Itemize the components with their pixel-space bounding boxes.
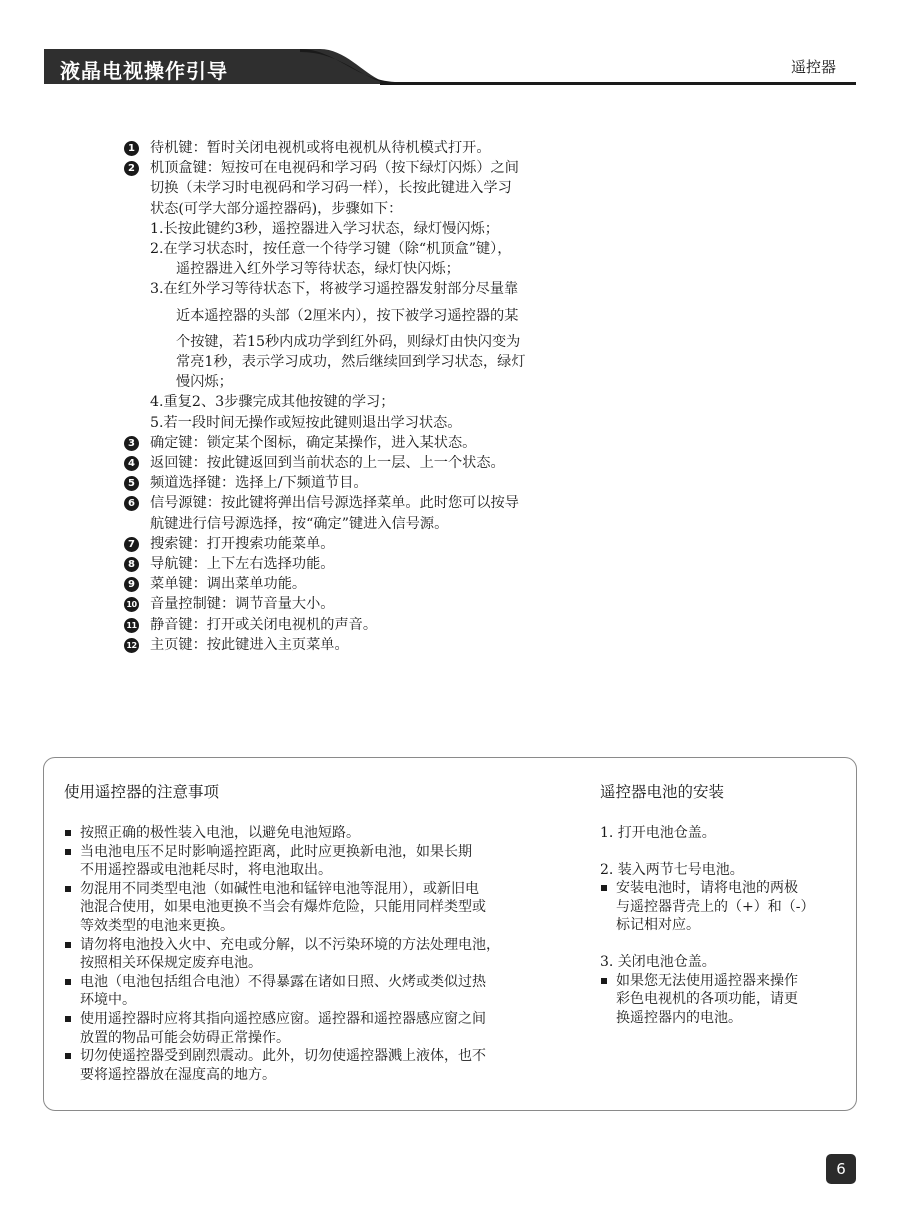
key-item-ok xyxy=(124,433,624,453)
key-text: 频道选择键：选择上/下频道节目。 xyxy=(150,475,368,492)
key-item-navigation xyxy=(124,554,624,574)
battery-title: 遥控器电池的安装 xyxy=(600,783,725,801)
number-badge: 8 xyxy=(124,557,139,572)
step-line: 近本遥控器的头部（2厘米内），按下被学习遥控器的某 xyxy=(176,307,519,324)
battery-note-text: 彩色电视机的各项功能，请更 xyxy=(616,991,798,1008)
step-line: 慢闪烁； xyxy=(176,374,233,391)
remote-precautions xyxy=(64,780,584,1084)
key-item-search xyxy=(124,534,624,554)
battery-note xyxy=(600,879,850,935)
key-text: 确定键：锁定某个图标，确定某操作，进入某状态。 xyxy=(150,434,477,451)
precaution-item xyxy=(64,973,584,1010)
learning-steps xyxy=(124,219,624,433)
precaution-text: 按照相关环保规定废弃电池。 xyxy=(80,955,262,972)
step-line: 个按键，若15秒内成功学到红外码，则绿灯由快闪变为 xyxy=(176,333,521,350)
key-text: 状态(可学大部分遥控器码)，步骤如下： xyxy=(150,200,403,217)
step-line: 2.在学习状态时，按任意一个待学习键（除“机顶盒”键）， xyxy=(150,241,512,258)
key-text: 主页键：按此键进入主页菜单。 xyxy=(150,636,349,653)
step-line: 遥控器进入红外学习等待状态，绿灯快闪烁； xyxy=(176,261,460,278)
battery-note-text: 如果您无法使用遥控器来操作 xyxy=(616,972,798,989)
precaution-text: 切勿使遥控器受到剧烈震动。此外，切勿使遥控器溅上液体，也不 xyxy=(80,1048,486,1065)
precaution-text: 按照正确的极性装入电池，以避免电池短路。 xyxy=(80,825,360,841)
battery-note-text: 标记相对应。 xyxy=(616,917,700,934)
number-badge: 7 xyxy=(124,537,139,552)
key-item-mute xyxy=(124,615,624,635)
battery-step: 3. 关闭电池仓盖。 xyxy=(600,953,716,970)
key-item-volume xyxy=(124,594,624,614)
key-text: 待机键：暂时关闭电视机或将电视机从待机模式打开。 xyxy=(150,140,491,156)
page-number: 6 xyxy=(826,1154,856,1184)
battery-note-text: 与遥控器背壳上的（+）和（-） xyxy=(616,898,815,915)
number-badge: 1 xyxy=(124,141,139,156)
number-badge: 10 xyxy=(124,597,139,612)
precaution-text: 当电池电压不足时影响遥控距离，此时应更换新电池，如果长期 xyxy=(80,843,472,860)
step-line: 常亮1秒，表示学习成功，然后继续回到学习状态，绿灯 xyxy=(176,354,526,371)
precaution-item xyxy=(64,880,584,936)
key-text: 机顶盒键：短按可在电视码和学习码（按下绿灯闪烁）之间 xyxy=(150,160,519,177)
number-badge: 6 xyxy=(124,496,139,511)
number-badge: 11 xyxy=(124,618,139,633)
key-text: 菜单键：调出菜单功能。 xyxy=(150,576,307,593)
page-header xyxy=(0,0,898,90)
step-line: 5.若一段时间无操作或短按此键则退出学习状态。 xyxy=(150,414,462,431)
precautions-title: 使用遥控器的注意事项 xyxy=(64,783,220,801)
key-item-back xyxy=(124,453,624,473)
number-badge: 4 xyxy=(124,456,139,471)
step-line: 1.长按此键约3秒，遥控器进入学习状态，绿灯慢闪烁； xyxy=(150,220,499,237)
key-text: 切换（未学习时电视码和学习码一样），长按此键进入学习 xyxy=(150,180,512,197)
battery-step: 2. 装入两节七号电池。 xyxy=(600,861,744,878)
battery-note xyxy=(600,972,850,1028)
battery-note-text: 安装电池时，请将电池的两极 xyxy=(616,880,798,897)
key-item-menu xyxy=(124,574,624,594)
number-badge: 9 xyxy=(124,577,139,592)
key-item-standby xyxy=(124,138,624,158)
number-badge: 3 xyxy=(124,436,139,451)
key-text: 静音键：打开或关闭电视机的声音。 xyxy=(150,616,378,633)
battery-installation xyxy=(600,780,850,1027)
number-badge: 2 xyxy=(124,161,139,176)
precaution-text: 不用遥控器或电池耗尽时，将电池取出。 xyxy=(80,862,332,879)
precaution-text: 请勿将电池投入火中、充电或分解，以不污染环境的方法处理电池， xyxy=(80,936,500,953)
key-list xyxy=(124,138,624,655)
notice-box xyxy=(43,757,857,1111)
precaution-text: 环境中。 xyxy=(80,992,136,1009)
header-title: 液晶电视操作引导 xyxy=(60,59,228,83)
precaution-item xyxy=(64,824,584,843)
step-line: 3.在红外学习等待状态下，将被学习遥控器发射部分尽量靠 xyxy=(150,281,519,298)
precaution-item xyxy=(64,1047,584,1084)
key-text: 信号源键：按此键将弹出信号源选择菜单。此时您可以按导 xyxy=(150,495,519,512)
key-item-source xyxy=(124,493,624,533)
key-text: 导航键：上下左右选择功能。 xyxy=(150,556,335,573)
header-section: 遥控器 xyxy=(790,58,836,76)
battery-step: 1. 打开电池仓盖。 xyxy=(600,825,716,841)
key-item-settop xyxy=(124,158,624,219)
precaution-text: 电池（电池包括组合电池）不得暴露在诸如日照、火烤或类似过热 xyxy=(80,973,486,990)
precaution-text: 等效类型的电池来更换。 xyxy=(80,917,234,934)
number-badge: 12 xyxy=(124,638,139,653)
key-text: 音量控制键：调节音量大小。 xyxy=(150,596,335,613)
number-badge: 5 xyxy=(124,476,139,491)
key-text: 返回键：按此键返回到当前状态的上一层、上一个状态。 xyxy=(150,455,505,472)
precaution-text: 池混合使用，如果电池更换不当会有爆炸危险，只能用同样类型或 xyxy=(80,899,486,916)
key-text: 航键进行信号源选择，按“确定”键进入信号源。 xyxy=(150,515,449,532)
precaution-text: 要将遥控器放在湿度高的地方。 xyxy=(80,1066,276,1083)
key-item-channel xyxy=(124,473,624,493)
key-text: 搜索键：打开搜索功能菜单。 xyxy=(150,535,335,552)
step-line: 4.重复2、3步骤完成其他按键的学习； xyxy=(150,394,395,411)
precaution-item xyxy=(64,936,584,973)
precaution-text: 勿混用不同类型电池（如碱性电池和锰锌电池等混用），或新旧电 xyxy=(80,880,479,897)
key-item-home xyxy=(124,635,624,655)
battery-note-text: 换遥控器内的电池。 xyxy=(616,1009,742,1026)
precaution-item xyxy=(64,1010,584,1047)
precaution-text: 使用遥控器时应将其指向遥控感应窗。遥控器和遥控器感应窗之间 xyxy=(80,1010,486,1027)
precaution-item xyxy=(64,843,584,880)
precaution-text: 放置的物品可能会妨碍正常操作。 xyxy=(80,1029,290,1046)
